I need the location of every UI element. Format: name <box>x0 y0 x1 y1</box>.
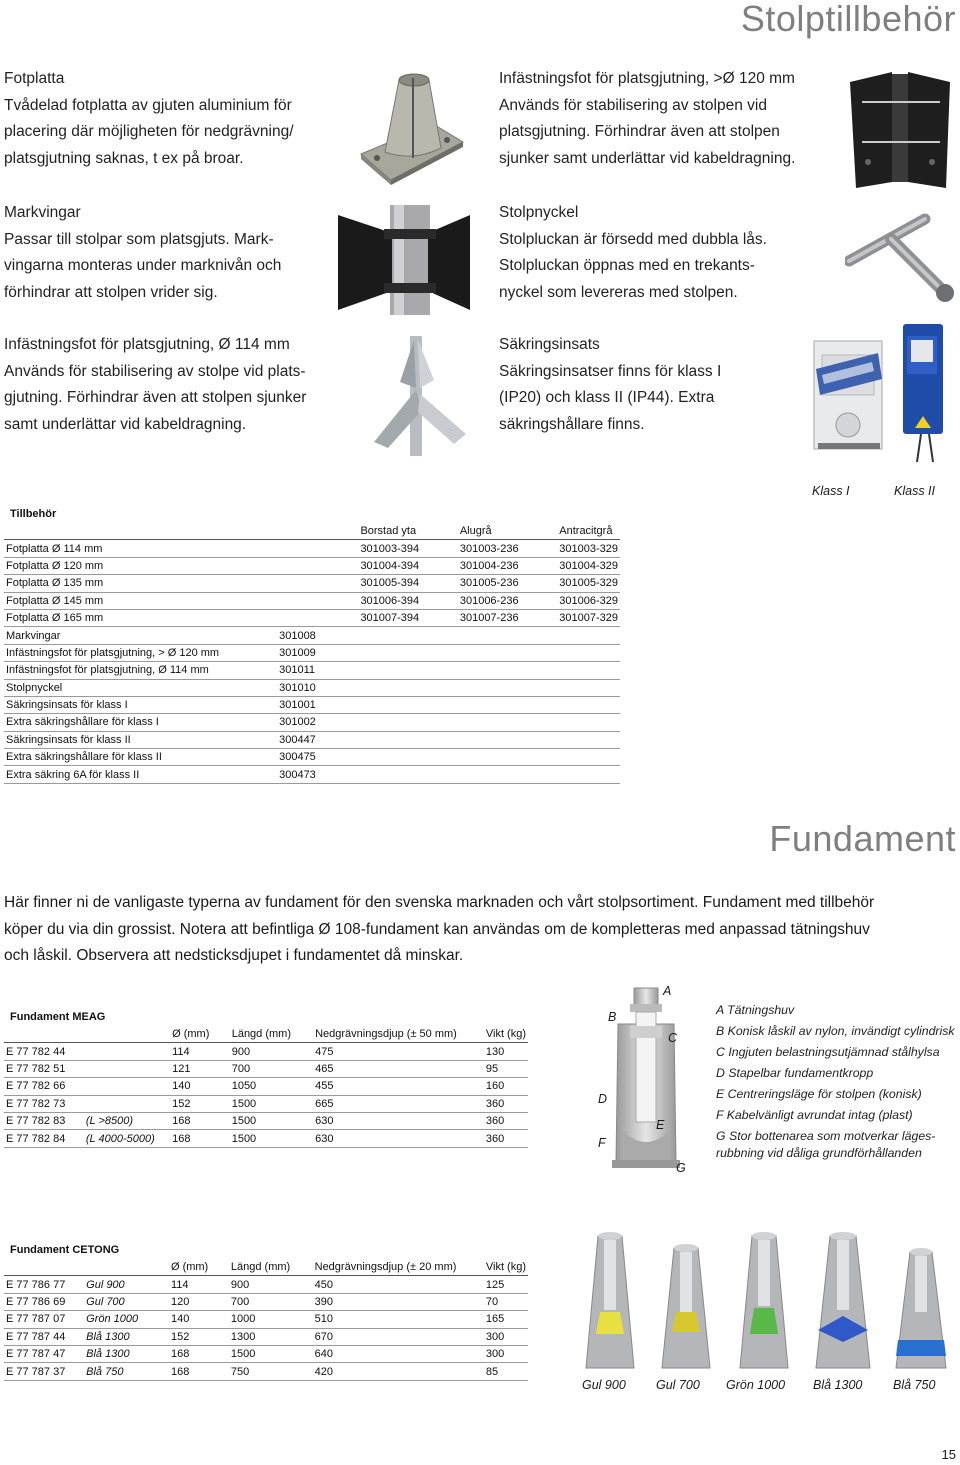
cetong-models <box>580 1230 958 1400</box>
accessories-table <box>4 505 620 784</box>
product-title: Säkringsinsats <box>499 336 600 353</box>
table-row: Fotplatta Ø 114 mm 301003-394 301003-236 301003-329 <box>4 540 620 557</box>
product-title: Markvingar <box>4 204 81 221</box>
cetong-color-mark <box>596 1312 624 1334</box>
product-title: Infästningsfot för platsgjutning, Ø 114 mm <box>4 336 290 353</box>
table-row: E 77 786 69 Gul 700 120 700 390 70 <box>4 1293 528 1310</box>
product-line: platsgjutning. Förhindrar även att stolpen <box>499 123 780 140</box>
table-row: Fotplatta Ø 145 mm 301006-394 301006-236 301006-329 <box>4 592 620 609</box>
table-row: Extra säkring 6A för klass II 300473 <box>4 766 620 783</box>
page-title: Stolptillbehör <box>740 0 956 39</box>
product-infastningsfot-120 <box>499 66 839 172</box>
product-line: Tvådelad fotplatta av gjuten aluminium för <box>4 96 292 114</box>
diagram-legend <box>716 1002 956 1166</box>
letter-c: C <box>668 1031 678 1045</box>
legend-item: G Stor bottenarea som motverkar läges-rubbning vid dåliga grundförhållanden <box>716 1129 936 1160</box>
meag-table: Fundament MEAG Ø (mm) Längd (mm) Nedgrävningsdjup (± 50 mm) Vikt (kg) E 77 782 44 114 900 475 130 E 77 782 51 121 700 465 95 E 77 782 66 140 1050 455 160 E 77 782 73 152 1500 665 360 E 77 782 83 (L >8500) 168 1500 630 360 E 77 782 84 (L 4000-5000) 168 1500 630 360 <box>4 1008 528 1148</box>
table-row: E 77 782 44 114 900 475 130 <box>4 1043 528 1060</box>
product-title: Infästningsfot för platsgjutning, >Ø 120 mm <box>499 70 795 87</box>
table-row: Säkringsinsats för klass II 300447 <box>4 731 620 748</box>
table-row: Fotplatta Ø 135 mm 301005-394 301005-236 301005-329 <box>4 575 620 592</box>
col-alugra: Alugrå <box>458 523 557 540</box>
cetong-model-caption: Blå 1300 <box>813 1378 863 1392</box>
product-line: samt underlättar vid kabeldragning. <box>4 415 247 433</box>
table-caption: Fundament CETONG <box>10 1244 120 1256</box>
table-row: E 77 782 66 140 1050 455 160 <box>4 1078 528 1095</box>
product-line: förhindrar att stolpen vrider sig. <box>4 283 218 301</box>
legend-item: B Konisk låskil av nylon, invändigt cylindrisk <box>716 1024 955 1038</box>
product-line: platsgjutning saknas, t ex på broar. <box>4 149 244 167</box>
product-title: Stolpnyckel <box>499 204 579 221</box>
table-row: Stolpnyckel 301010 <box>4 679 620 696</box>
table-row: E 77 782 83 (L >8500) 168 1500 630 360 <box>4 1112 528 1129</box>
product-line: gjutning. Förhindrar även att stolpen sjunker <box>4 389 307 406</box>
table-row: E 77 782 51 121 700 465 95 <box>4 1060 528 1077</box>
cetong-model-caption: Grön 1000 <box>726 1378 786 1392</box>
fundament-intro <box>4 890 956 970</box>
product-sakringsinsats <box>499 332 789 438</box>
table-row: Extra säkringshållare för klass II 300475 <box>4 749 620 766</box>
legend-item: A Tätningshuv <box>716 1003 795 1017</box>
page-number: 15 <box>941 1447 956 1462</box>
cetong-color-mark <box>896 1340 946 1356</box>
table-caption: Tillbehör <box>10 508 57 520</box>
table-row: Infästningsfot för platsgjutning, Ø 114 mm 301011 <box>4 662 620 679</box>
product-line: sjunker samt underlättar vid kabeldragning. <box>499 149 796 167</box>
product-line: nyckel som levereras med stolpen. <box>499 283 738 301</box>
product-line: Stolpluckan öppnas med en trekants- <box>499 257 755 274</box>
intro-line: och låskil. Observera att nedsticksdjupet i fundamentet då minskar. <box>4 947 464 964</box>
table-row: Infästningsfot för platsgjutning, > Ø 120 mm 301009 <box>4 644 620 661</box>
letter-d: D <box>598 1092 608 1106</box>
sakringsinsats-klass1-photo <box>808 335 890 455</box>
product-line: Stolpluckan är försedd med dubbla lås. <box>499 230 767 248</box>
table-row: E 77 782 84 (L 4000-5000) 168 1500 630 360 <box>4 1130 528 1147</box>
table-row: E 77 786 77 Gul 900 114 900 450 125 <box>4 1276 528 1293</box>
table-row: E 77 787 47 Blå 1300 168 1500 640 300 <box>4 1345 528 1362</box>
letter-a: A <box>663 984 672 998</box>
klass1-caption: Klass I <box>812 484 850 498</box>
cetong-color-mark <box>750 1308 778 1334</box>
table-row: Säkringsinsats för klass I 301001 <box>4 696 620 713</box>
table-row: E 77 787 37 Blå 750 168 750 420 85 <box>4 1363 528 1380</box>
product-title: Fotplatta <box>4 70 65 87</box>
cetong-model-gron-1000 <box>734 1230 794 1370</box>
product-line: (IP20) och klass II (IP44). Extra <box>499 389 715 406</box>
letter-g: G <box>676 1161 686 1175</box>
legend-item: F Kabelvänligt avrundat intag (plast) <box>716 1108 913 1122</box>
product-line: Används för stabilisering av stolpe vid plats- <box>4 362 306 380</box>
cetong-model-caption: Gul 900 <box>582 1378 626 1392</box>
table-caption: Fundament MEAG <box>10 1011 106 1023</box>
table-row: Markvingar 301008 <box>4 627 620 644</box>
product-stolpnyckel <box>499 200 839 306</box>
product-line: placering där möjligheten för nedgrävning/ <box>4 123 294 140</box>
cetong-model-gul-700 <box>656 1242 716 1370</box>
product-line: säkringshållare finns. <box>499 415 645 433</box>
infastningsfot-120-photo <box>848 62 953 188</box>
col-borstad: Borstad yta <box>358 523 457 540</box>
cetong-model-gul-900 <box>580 1230 640 1370</box>
legend-item: E Centreringsläge för stolpen (konisk) <box>716 1087 922 1101</box>
product-line: vingarna monteras under marknivån och <box>4 257 282 274</box>
markvingar-photo <box>338 205 470 315</box>
product-line: Säkringsinsatser finns för klass I <box>499 362 722 380</box>
cetong-table: Fundament CETONG Ø (mm) Längd (mm) Nedgrävningsdjup (± 20 mm) Vikt (kg) E 77 786 77 Gul 900 114 900 450 125 E 77 786 69 Gul 700 120 700 390 70 E 77 787 07 Grön 1000 140 1000 510 165 E 77 787 44 Blå 1300 152 1300 670 300 E 77 787 47 Blå 1300 168 1500 640 300 E 77 787 37 Blå 750 168 750 420 85 <box>4 1241 528 1381</box>
fotplatta-photo <box>355 62 465 187</box>
product-line: Används för stabilisering av stolpen vid <box>499 96 767 114</box>
table-row: E 77 782 73 152 1500 665 360 <box>4 1095 528 1112</box>
fundament-title: Fundament <box>769 818 956 859</box>
infastningsfot-114-photo <box>370 330 470 465</box>
legend-item: C Ingjuten belastningsutjämnad stålhylsa <box>716 1045 940 1059</box>
cetong-model-bla-750 <box>888 1246 954 1370</box>
intro-line: Här finner ni de vanligaste typerna av fundament för den svenska marknaden och vårt stolpsortiment. Fundament med tillbehör <box>4 894 875 911</box>
table-row: Extra säkringshållare för klass I 301002 <box>4 714 620 731</box>
table-row: E 77 787 44 Blå 1300 152 1300 670 300 <box>4 1328 528 1345</box>
letter-f: F <box>598 1136 606 1150</box>
product-line: Passar till stolpar som platsgjuts. Mark- <box>4 230 274 248</box>
table-row: Fotplatta Ø 120 mm 301004-394 301004-236 301004-329 <box>4 557 620 574</box>
cetong-color-mark <box>672 1312 700 1332</box>
sakringsinsats-klass2-photo <box>895 322 950 464</box>
intro-line: köper du via din grossist. Notera att befintliga Ø 108-fundament kan användas om de kompletteras med anpassad tätningshuv <box>4 920 870 938</box>
legend-item: D Stapelbar fundamentkropp <box>716 1066 874 1080</box>
product-markvingar <box>4 200 344 306</box>
table-row: Fotplatta Ø 165 mm 301007-394 301007-236 301007-329 <box>4 609 620 626</box>
klass2-caption: Klass II <box>894 484 935 498</box>
letter-b: B <box>608 1010 617 1024</box>
product-fotplatta <box>4 66 344 172</box>
cetong-model-caption: Blå 750 <box>893 1378 936 1392</box>
letter-e: E <box>656 1118 665 1132</box>
col-antracitgra: Antracitgrå <box>557 523 620 540</box>
table-row: E 77 787 07 Grön 1000 140 1000 510 165 <box>4 1311 528 1328</box>
product-infastningsfot-114 <box>4 332 344 438</box>
cetong-model-caption: Gul 700 <box>656 1378 700 1392</box>
cetong-model-bla-1300 <box>810 1230 876 1370</box>
stolpnyckel-photo <box>845 205 960 305</box>
